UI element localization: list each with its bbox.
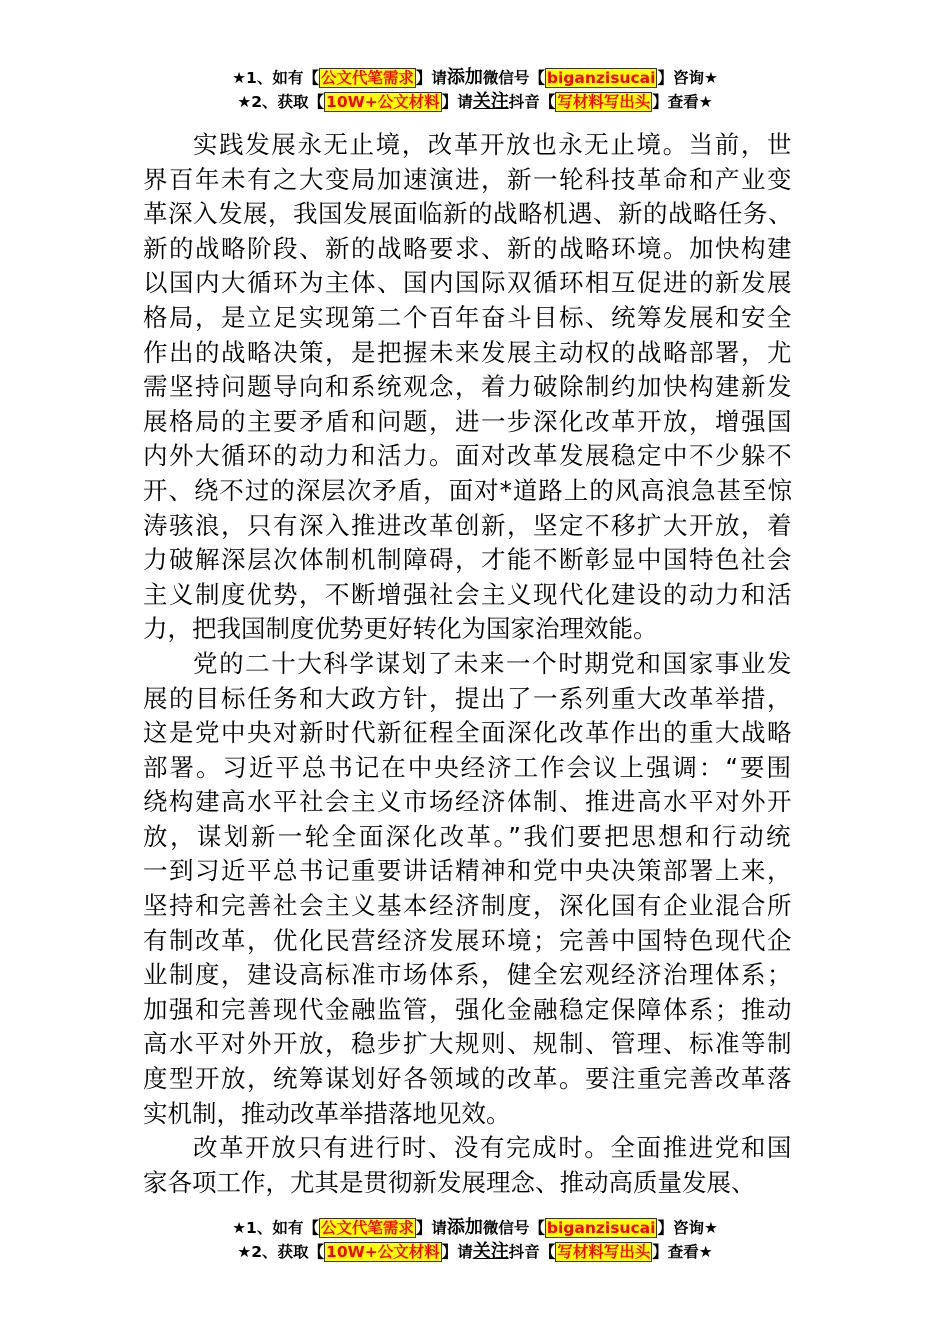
- paragraph: [143, 647, 793, 1131]
- banner-text: 】请: [441, 93, 473, 111]
- text-line: 需坚持问题导向和系统观念，着力破除制约加快构建新发: [143, 372, 793, 402]
- highlight-douyin: 写材料写出头: [557, 1243, 651, 1261]
- text-line: 党的二十大科学谋划了未来一个时期党和国家事业发: [193, 648, 793, 678]
- text-line: 实机制，推动改革举措落地见效。: [143, 1098, 511, 1128]
- text-line: 高水平对外开放，稳步扩大规则、规制、管理、标准等制: [143, 1029, 793, 1059]
- banner-text: 微信号【: [482, 1219, 545, 1237]
- document-body: [143, 128, 793, 1200]
- banner-text: 抖音【: [508, 1243, 556, 1261]
- text-line: 作出的战略决策，是把握未来发展主动权的战略部署，尤: [143, 337, 793, 367]
- banner-emphasis: 添加: [446, 67, 483, 88]
- banner-text: 】咨询★: [657, 1219, 718, 1237]
- banner-text: 】咨询★: [657, 69, 718, 87]
- highlight-materials: 10W+公文材料: [326, 93, 440, 111]
- text-line: 格局，是立足实现第二个百年奋斗目标、统筹发展和安全: [143, 302, 793, 332]
- banner-text: ★1、如有【: [232, 69, 319, 87]
- banner-emphasis: 添加: [446, 1217, 483, 1238]
- banner-emphasis: 关注: [472, 1241, 509, 1262]
- text-line: 力，把我国制度优势更好转化为国家治理效能。: [143, 614, 658, 644]
- banner-text: 微信号【: [482, 69, 545, 87]
- text-line: 绕构建高水平社会主义市场经济体制、推进高水平对外开: [143, 787, 793, 817]
- highlight-wechat-id: biganzisucai: [546, 69, 656, 87]
- text-line: 一到习近平总书记重要讲话精神和党中央决策部署上来，: [143, 856, 793, 886]
- header-banner-top: [0, 66, 950, 114]
- banner-emphasis: 关注: [472, 91, 509, 112]
- text-line: 革深入发展，我国发展面临新的战略机遇、新的战略任务、: [143, 199, 793, 229]
- text-line: 以国内大循环为主体、国内国际双循环相互促进的新发展: [143, 268, 793, 298]
- text-line: 展格局的主要矛盾和问题，进一步深化改革开放，增强国: [143, 406, 793, 436]
- banner-text: ★1、如有【: [232, 1219, 319, 1237]
- banner-text: 】请: [415, 1219, 447, 1237]
- highlight-service: 公文代笔需求: [320, 1219, 414, 1237]
- text-line: 力破解深层次体制机制障碍，才能不断彰显中国特色社会: [143, 545, 793, 575]
- highlight-materials: 10W+公文材料: [326, 1243, 440, 1261]
- text-line: 加强和完善现代金融监管，强化金融稳定保障体系；推动: [143, 994, 793, 1024]
- highlight-service: 公文代笔需求: [320, 69, 414, 87]
- footer-banner-bottom: [0, 1216, 950, 1264]
- text-line: 新的战略阶段、新的战略要求、新的战略环境。加快构建: [143, 233, 793, 263]
- text-line: 家各项工作，尤其是贯彻新发展理念、推动高质量发展、: [143, 1167, 756, 1197]
- banner-text: ★2、获取【: [237, 1243, 325, 1261]
- text-line: 主义制度优势，不断增强社会主义现代化建设的动力和活: [143, 579, 793, 609]
- text-line: 改革开放只有进行时、没有完成时。全面推进党和国: [193, 1133, 793, 1163]
- text-line: 这是党中央对新时代新征程全面深化改革作出的重大战略: [143, 718, 793, 748]
- text-line: 放，谋划新一轮全面深化改革。”我们要把思想和行动统: [143, 821, 793, 851]
- highlight-douyin: 写材料写出头: [557, 93, 651, 111]
- text-line: 有制改革，优化民营经济发展环境；完善中国特色现代企: [143, 925, 793, 955]
- text-line: 度型开放，统筹谋划好各领域的改革。要注重完善改革落: [143, 1064, 793, 1094]
- highlight-wechat-id: biganzisucai: [546, 1219, 656, 1237]
- paragraph: [143, 1131, 793, 1200]
- text-line: 界百年未有之大变局加速演进，新一轮科技革命和产业变: [143, 164, 793, 194]
- banner-line-2: [0, 1240, 950, 1264]
- banner-text: 】请: [415, 69, 447, 87]
- text-line: 开、绕不过的深层次矛盾，面对*道路上的风高浪急甚至惊: [143, 475, 793, 505]
- banner-text: ★2、获取【: [237, 93, 325, 111]
- banner-text: 】请: [441, 1243, 473, 1261]
- text-line: 内外大循环的动力和活力。面对改革发展稳定中不少躲不: [143, 441, 793, 471]
- text-line: 坚持和完善社会主义基本经济制度，深化国有企业混合所: [143, 891, 793, 921]
- paragraph: [143, 128, 793, 647]
- banner-line-1: [0, 1216, 950, 1240]
- text-line: 涛骇浪，只有深入推进改革创新，坚定不移扩大开放，着: [143, 510, 793, 540]
- banner-text: 】查看★: [652, 93, 713, 111]
- banner-text: 抖音【: [508, 93, 556, 111]
- text-line: 实践发展永无止境，改革开放也永无止境。当前，世: [193, 130, 793, 159]
- text-line: 展的目标任务和大政方针，提出了一系列重大改革举措，: [143, 683, 793, 713]
- banner-text: 】查看★: [652, 1243, 713, 1261]
- text-line: 部署。习近平总书记在中央经济工作会议上强调：“要围: [143, 752, 793, 782]
- text-line: 业制度，建设高标准市场体系，健全宏观经济治理体系；: [143, 960, 793, 990]
- banner-line-2: [0, 90, 950, 114]
- banner-line-1: [0, 66, 950, 90]
